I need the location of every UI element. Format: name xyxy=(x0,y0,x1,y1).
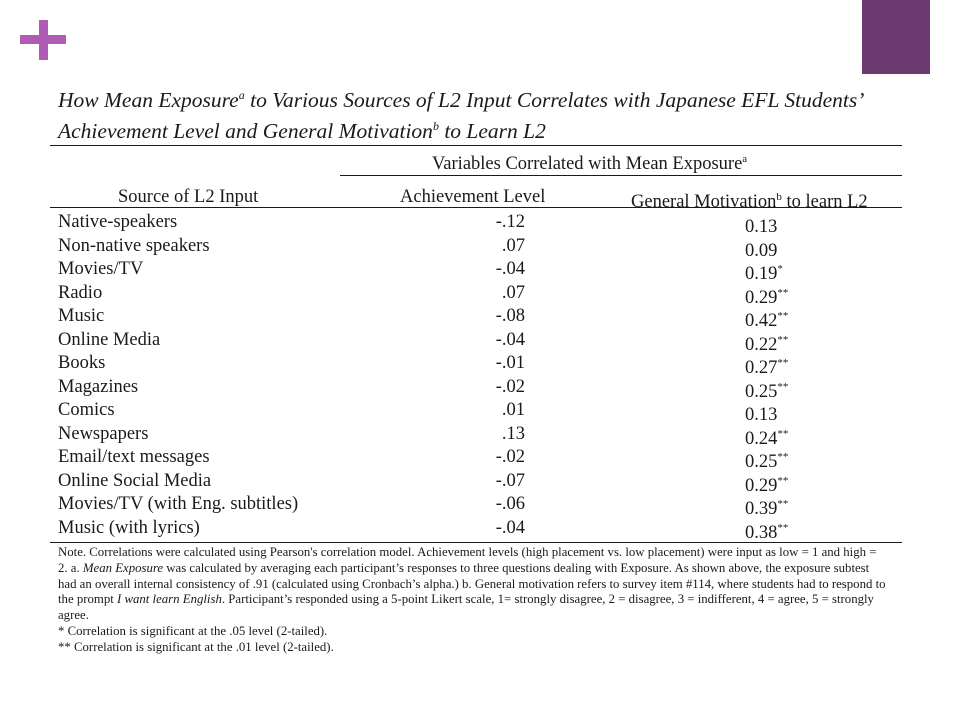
title-text: How Mean Exposure xyxy=(58,88,239,113)
motivation-value: 0.13 xyxy=(745,217,778,238)
row-source: Online Media xyxy=(58,329,161,350)
column-header-rule xyxy=(50,207,902,208)
significance-marker: ** xyxy=(777,357,789,369)
motivation-value: 0.25 xyxy=(745,452,778,473)
row-source: Comics xyxy=(58,400,115,420)
row-source: Music (with lyrics) xyxy=(58,517,200,538)
motivation-value: 0.27 xyxy=(745,358,778,379)
row-achievement: .07 xyxy=(501,282,525,303)
title-text: Achievement Level and General Motivation xyxy=(58,119,433,144)
table-note xyxy=(58,545,888,656)
row-source: Books xyxy=(58,353,106,373)
motivation-value: 0.09 xyxy=(745,240,778,261)
plus-icon-bar-vertical xyxy=(39,20,48,60)
row-achievement: -.04 xyxy=(495,329,525,350)
row-source: Magazines xyxy=(58,376,139,397)
significance-marker: ** xyxy=(777,521,789,534)
table-top-rule xyxy=(50,145,902,146)
significance-marker: ** xyxy=(777,451,789,463)
group-header: Variables Correlated with Mean Exposure$^a$ xyxy=(432,153,748,175)
group-header-rule xyxy=(340,175,902,176)
plus-icon xyxy=(20,20,66,60)
motivation-value: 0.39 xyxy=(745,499,778,520)
table-title-line-1 xyxy=(58,82,918,113)
title-text: to Learn L2 xyxy=(438,119,546,144)
row-achievement: .13 xyxy=(501,423,525,444)
row-achievement: .07 xyxy=(501,235,525,256)
motivation-value: 0.38 xyxy=(745,522,778,543)
significance-marker: ** xyxy=(777,498,789,510)
column-header-source: Source of L2 Input xyxy=(118,187,259,207)
table-bottom-rule xyxy=(50,542,902,543)
table-title-line-2 xyxy=(58,113,918,144)
row-source: Email/text messages xyxy=(58,447,210,467)
row-achievement: -.01 xyxy=(495,353,525,373)
significance-marker: ** xyxy=(777,380,789,393)
motivation-value: 0.13 xyxy=(745,405,778,426)
row-achievement: -.04 xyxy=(495,517,525,538)
row-achievement: -.02 xyxy=(495,447,525,467)
column-header-motivation: General Motivation$^b$ to learn L2 xyxy=(631,191,868,213)
row-motivation xyxy=(745,517,788,544)
significance-marker: ** xyxy=(777,333,789,346)
row-source: Movies/TV (with Eng. subtitles) xyxy=(58,494,299,514)
motivation-value: 0.25 xyxy=(745,381,778,402)
significance-marker: * xyxy=(777,263,783,275)
significance-marker: ** xyxy=(777,310,789,322)
column-header-achievement: Achievement Level xyxy=(400,187,546,207)
motivation-value: 0.22 xyxy=(745,334,778,355)
row-achievement: -.08 xyxy=(495,306,525,326)
row-achievement: -.04 xyxy=(495,259,525,279)
note-paragraph: Note. Correlations were calculated using Pearson's correlation model. Achievement levels (high placement vs. low placement) were input as low = 1 and high = 2. a. Mean Exposure was calculated by averaging each participant’s responses to three questions dealing with Exposure. As shown above, the exposure subtest had an overall internal consistency of .91 (calculated using Cronbach’s alpha.) b. General motivation refers to survey item #114, where students had to respond to the prompt I want learn English. Participant’s responded using a 5-point Likert scale, 1= strongly disagree, 2 = disagree, 3 = indifferent, 4 = agree, 5 = strongly agree. xyxy=(58,545,886,623)
row-achievement: -.07 xyxy=(495,470,525,491)
motivation-value: 0.29 xyxy=(745,287,778,308)
motivation-value: 0.42 xyxy=(745,311,778,332)
significance-marker: ** xyxy=(777,427,789,440)
table-title xyxy=(58,82,918,144)
significance-marker: ** xyxy=(777,474,789,487)
significance-marker: ** xyxy=(777,286,789,299)
corner-accent-block xyxy=(862,0,930,74)
row-achievement: -.02 xyxy=(495,376,525,397)
row-source: Movies/TV xyxy=(58,259,144,279)
motivation-value: 0.24 xyxy=(745,428,778,449)
row-achievement: -.12 xyxy=(495,212,525,232)
motivation-value: 0.19 xyxy=(745,264,778,285)
row-source: Non-native speakers xyxy=(58,235,210,256)
row-source: Newspapers xyxy=(58,423,149,444)
row-source: Online Social Media xyxy=(58,470,212,491)
note-significance-01: ** Correlation is significant at the .01 level (2-tailed). xyxy=(58,639,334,654)
motivation-value: 0.29 xyxy=(745,475,778,496)
row-source: Radio xyxy=(58,282,103,303)
row-source: Music xyxy=(58,306,105,326)
row-achievement: .01 xyxy=(501,400,525,420)
title-footnote-b: b xyxy=(432,119,439,134)
row-achievement: -.06 xyxy=(495,494,525,514)
row-source: Native-speakers xyxy=(58,212,178,232)
note-significance-05: * Correlation is significant at the .05 level (2-tailed). xyxy=(58,623,328,638)
title-footnote-a: a xyxy=(238,88,245,102)
title-text: to Various Sources of L2 Input Correlates with Japanese EFL Students’ xyxy=(244,88,865,113)
